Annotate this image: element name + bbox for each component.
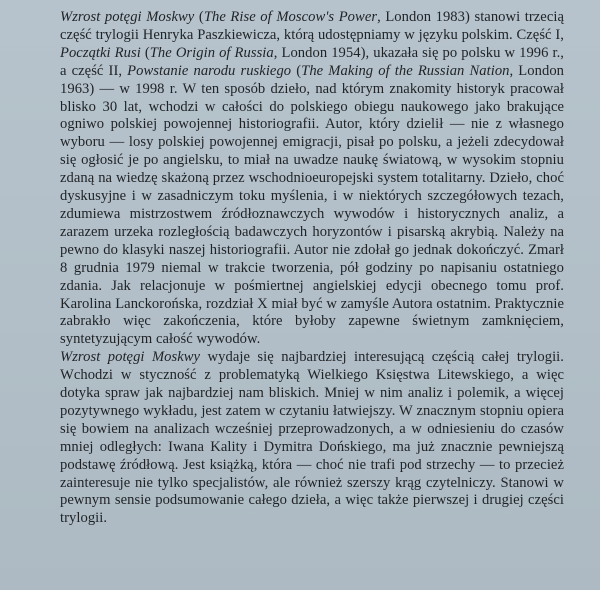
- title-polish: Wzrost potęgi Moskwy: [60, 9, 195, 25]
- part-1-title-polish: Początki Rusi: [60, 44, 141, 61]
- paragraph-1-text-c: , London 1963) — w 1998 r. W ten sposób dzieło, nad którym znakomity historyk pracował blisko 30 lat, wchodzi w całości do polskiego obiegu naukowego jako brakujące ogniwo polskiej powojennej historiografii. Autor, który dzielił — nie z własnego wyboru — losy polskiej powojennej emigracji, pisał po polsku, a jeżeli zdecydował się ogłosić je po angielsku, to miał na uwadze naukę światową, w wysokim stopniu zdaną na wiedzę skażoną przez wschodnioeuropejski system totalitarny. Dzieło, choć dyskusyjne i w zasadniczym toku myślenia, i w niektórych szczegółowych tezach, zdumiewa mistrzostwem źródłoznawczych wywodów i historycznych analiz, a zarazem urzeka rozległością badawczych horyzontów i pisarską akrybią. Należy na pewno do klasyki naszej historiografii. Autor nie zdołał go jednak dokończyć. Zmarł 8 grudnia 1979 niemal w trakcie tworzenia, pół godziny po napisaniu ostatniego zdania. Jak relacjonuje w pośmiertnej angielskiej edycji obecnego tomu prof. Karolina Lanckorońska, rozdział X miał być w zamyśle Autora ostatnim. Praktycznie zabrakło więc zakończenia, które byłoby zapewne świetnym zamknięciem, syntetyzującym całość wywodów.: [60, 62, 565, 348]
- paragraph-1: [60, 9, 564, 349]
- paren-open-2: (: [140, 44, 150, 61]
- paren-open-3: (: [291, 62, 302, 79]
- paragraph-2: [60, 349, 564, 528]
- part-2-title-polish: Powstanie narodu ruskiego: [127, 62, 292, 79]
- part-1-title-english: The Origin of Russia: [149, 44, 274, 61]
- paragraph-2-text: wydaje się najbardziej interesującą częścią całej trylogii. Wchodzi w styczność z problematyką Wielkiego Księstwa Litewskiego, a więc dotyka spraw jak najbardziej nam bliskich. Mniej w nim analiz i polemik, a więcej pozytywnego wykładu, jest zatem w czytaniu łatwiejszy. W znacznym stopniu opiera się bowiem na analizach wcześniej przeprowadzonych, a w odniesieniu do czasów mniej odległych: Iwana Kality i Dymitra Dońskiego, ma już znacznie pewniejszą podstawę źródłową. Jest książką, która — choć nie trafi pod strzechy — to przecież zainteresuje nie tylko specjalistów, ale również szerszy krąg czytelniczy. Stanowi w pewnym sensie podsumowanie całego dzieła, a więc także pierwszej i drugiej części trylogii.: [60, 349, 564, 527]
- paragraph-1-text-b: , London 1954), ukazała się po polsku w 1996 r., a część II,: [60, 44, 565, 79]
- paragraph-1-text-a: , London 1983) stanowi trzecią część trylogii Henryka Paszkiewicza, którą udostępniamy w języku polskim. Część I,: [60, 9, 564, 43]
- title-english: The Rise of Moscow's Power: [203, 9, 378, 25]
- part-2-title-english: The Making of the Russian Nation: [301, 62, 510, 79]
- paragraph-2-title-polish: Wzrost potęgi Moskwy: [60, 349, 201, 366]
- paren-open: (: [194, 9, 204, 25]
